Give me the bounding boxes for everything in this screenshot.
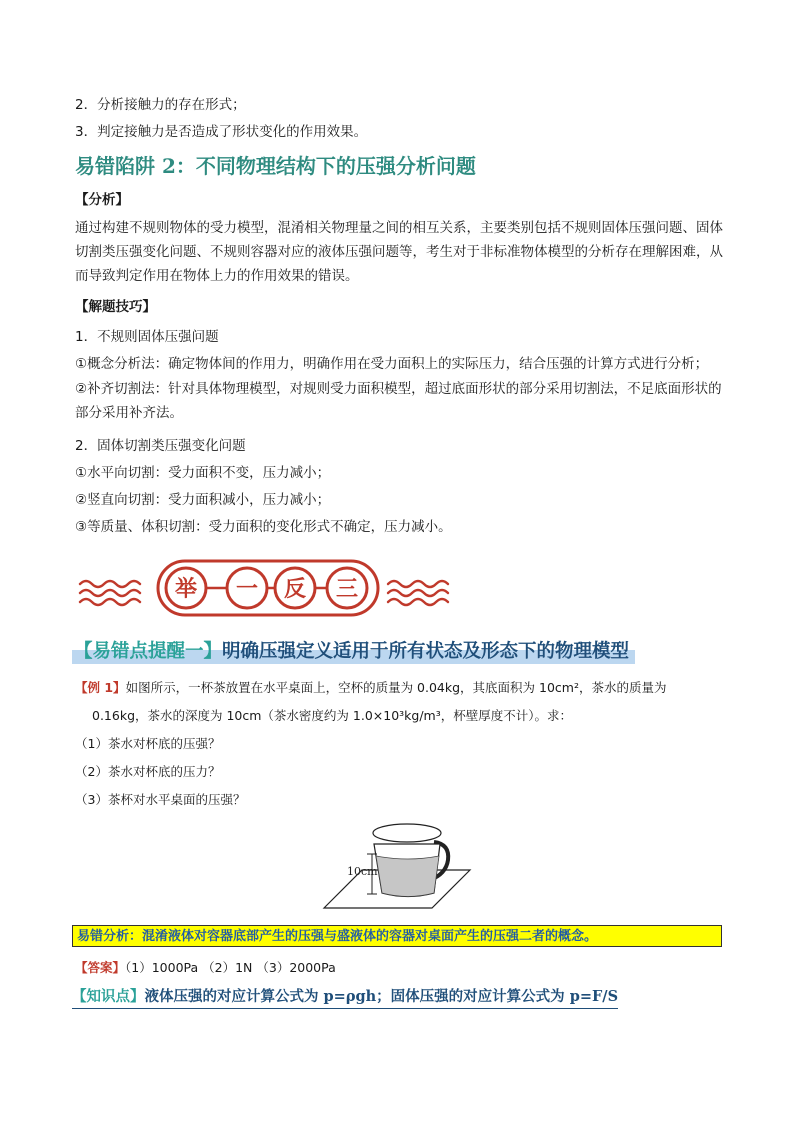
banner-juyifansan: [72, 550, 462, 642]
question-1: （1）茶水对杯底的压强？: [75, 736, 221, 751]
tea-cup-figure: [322, 820, 472, 916]
trap-title: 易错陷阱 2：不同物理结构下的压强分析问题: [75, 154, 476, 178]
answer-line: [75, 958, 336, 976]
tip-1a: ①概念分析法：确定物体间的作用力，明确作用在受力面积上的实际压力，结合压强的计算方式进行分析；: [75, 356, 709, 372]
banner-char-2: 一: [235, 577, 259, 602]
tip-2b: ②竖直向切割：受力面积减小，压力减小；: [75, 492, 331, 508]
example-text-1: 如图所示，一杯茶放置在水平桌面上，空杯的质量为 0.04kg，其底面积为 10cm²，茶水的质量为: [125, 680, 667, 695]
knowledge-point: [72, 985, 618, 1009]
wave-right-icon: [388, 581, 448, 605]
knowledge-tag: 【知识点】: [72, 988, 145, 1005]
answer-label: 【答案】: [75, 960, 126, 975]
depth-label: 10cm: [347, 865, 378, 878]
knowledge-text: 液体压强的对应计算公式为 p=ρgh；固体压强的对应计算公式为 p=F/S: [144, 988, 619, 1005]
tip-2: 2．固体切割类压强变化问题: [75, 438, 246, 454]
tip-2c: ③等质量、体积切割：受力面积的变化形式不确定，压力减小。: [75, 519, 452, 535]
remind-heading: [72, 636, 635, 664]
remind-title: 明确压强定义适用于所有状态及形态下的物理模型: [222, 641, 630, 662]
banner-char-1: 举: [174, 577, 198, 602]
error-analysis: 易错分析：混淆液体对容器底部产生的压强与盛液体的容器对桌面产生的压强二者的概念。: [72, 925, 722, 947]
example-label: 【例 1】: [75, 680, 126, 695]
question-3: （3）茶杯对水平桌面的压强？: [75, 792, 246, 807]
example-text-2: 0.16kg，茶水的深度为 10cm（茶水密度约为 1.0×10³kg/m³，杯壁厚度不计）。求：: [92, 708, 572, 723]
banner-char-4: 三: [335, 577, 359, 602]
cup-rim: [373, 824, 441, 842]
tip-1b: ②补齐切割法：针对具体物理模型，对规则受力面积模型，超过底面形状的部分采用切割法，不足底面形状的部分采用补齐法。: [75, 381, 722, 421]
wave-left-icon: [80, 581, 140, 605]
tip-2a: ①水平向切割：受力面积不变，压力减小；: [75, 465, 331, 481]
tips-label: 【解题技巧】: [75, 299, 156, 315]
list-line-2: 2．分析接触力的存在形式；: [75, 97, 246, 113]
example-line-1: [75, 678, 666, 698]
analysis-text: 通过构建不规则物体的受力模型，混淆相关物理量之间的相互关系，主要类别包括不规则固体压强问题、固体切割类压强变化问题、不规则容器对应的液体压强问题等，考生对于非标准物体模型的分析存在理解困难，从而导致判定作用在物体上力的作用效果的错误。: [75, 220, 723, 284]
remind-tag: 【易错点提醒一】: [74, 641, 223, 662]
list-line-3: 3．判定接触力是否造成了形状变化的作用效果。: [75, 124, 368, 140]
analysis-label: 【分析】: [75, 192, 129, 208]
tea-water: [376, 856, 439, 897]
tip-1: 1．不规则固体压强问题: [75, 329, 219, 345]
answer-text: （1）1000Pa （2）1N （3）2000Pa: [125, 960, 336, 975]
question-2: （2）茶水对杯底的压力？: [75, 764, 221, 779]
banner-char-3: 反: [283, 577, 307, 602]
